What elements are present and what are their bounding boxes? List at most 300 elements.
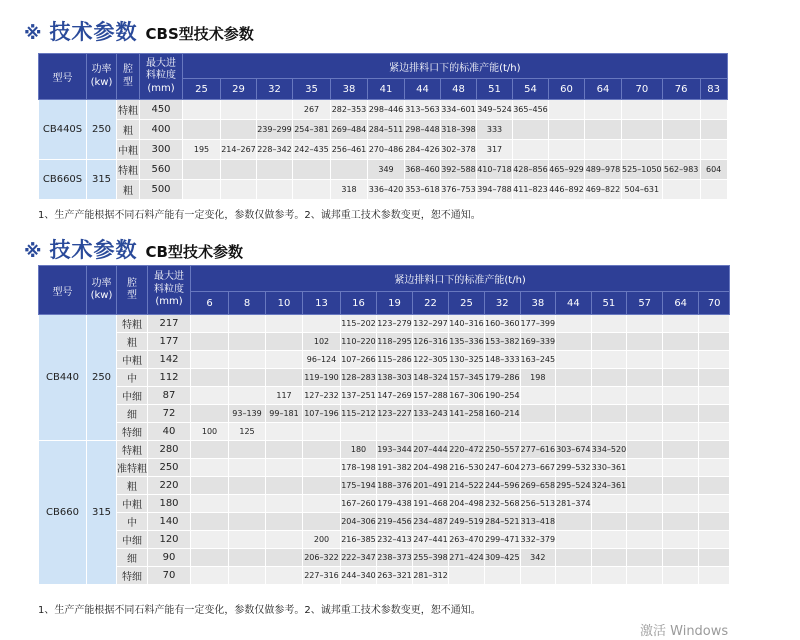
table-row bbox=[39, 315, 730, 333]
cbs-heading bbox=[24, 16, 254, 46]
cbs-footnote: 1、生产产能根据不同石料产能有一定变化，参数仅做参考。2、诚邦重工技术参数变更，恕不通知。 bbox=[38, 210, 481, 221]
power-cell: 250 bbox=[87, 315, 117, 441]
capacity-cell: 239–299 bbox=[257, 120, 293, 140]
cavity-cell: 中粗 bbox=[117, 351, 148, 369]
capacity-cell: 232–413 bbox=[377, 531, 413, 549]
capacity-cell bbox=[627, 333, 663, 351]
capacity-cell: 489–978 bbox=[585, 160, 622, 180]
col-power: 功率 (kw) bbox=[87, 54, 117, 100]
capacity-cell bbox=[663, 549, 699, 567]
capacity-cell: 270–486 bbox=[368, 140, 405, 160]
cavity-cell: 中粗 bbox=[117, 140, 140, 160]
capacity-cell: 141–258 bbox=[449, 405, 485, 423]
capacity-cell bbox=[663, 459, 699, 477]
capacity-cell bbox=[627, 423, 663, 441]
capacity-cell: 318–398 bbox=[441, 120, 477, 140]
cavity-cell: 特粗 bbox=[117, 100, 140, 120]
capacity-cell bbox=[221, 120, 257, 140]
capacity-cell bbox=[266, 441, 303, 459]
capacity-cell bbox=[662, 100, 700, 120]
feed-size-cell: 142 bbox=[148, 351, 191, 369]
capacity-cell bbox=[303, 513, 341, 531]
cavity-cell: 中 bbox=[117, 369, 148, 387]
capacity-cell bbox=[591, 567, 627, 585]
table-row bbox=[39, 180, 728, 200]
table-row bbox=[39, 549, 730, 567]
capacity-cell bbox=[627, 567, 663, 585]
capacity-cell bbox=[191, 441, 229, 459]
capacity-cell bbox=[266, 567, 303, 585]
capacity-cell bbox=[257, 100, 293, 120]
capacity-cell: 160–360 bbox=[485, 315, 521, 333]
capacity-cell bbox=[221, 100, 257, 120]
capacity-cell: 334–601 bbox=[441, 100, 477, 120]
css-header: 54 bbox=[513, 79, 549, 100]
capacity-cell: 179–286 bbox=[485, 369, 521, 387]
model-cell: CB660 bbox=[39, 441, 87, 585]
col-cavity: 腔 型 bbox=[117, 266, 148, 315]
capacity-cell: 107–266 bbox=[341, 351, 377, 369]
capacity-cell: 137–251 bbox=[341, 387, 377, 405]
capacity-cell bbox=[513, 140, 549, 160]
capacity-cell: 132–297 bbox=[413, 315, 449, 333]
capacity-cell: 214–522 bbox=[449, 477, 485, 495]
capacity-cell bbox=[585, 120, 622, 140]
table-row bbox=[39, 423, 730, 441]
capacity-cell bbox=[191, 315, 229, 333]
capacity-cell bbox=[591, 351, 627, 369]
capacity-cell: 195 bbox=[183, 140, 221, 160]
capacity-cell: 428–856 bbox=[513, 160, 549, 180]
feed-size-cell: 40 bbox=[148, 423, 191, 441]
cavity-cell: 粗 bbox=[117, 180, 140, 200]
css-header: 16 bbox=[341, 292, 377, 315]
feed-size-cell: 112 bbox=[148, 369, 191, 387]
table-row bbox=[39, 120, 728, 140]
capacity-cell bbox=[556, 423, 592, 441]
css-header: 8 bbox=[229, 292, 266, 315]
cbs-spec-table bbox=[38, 53, 728, 200]
feed-size-cell: 177 bbox=[148, 333, 191, 351]
capacity-cell bbox=[591, 513, 627, 531]
capacity-cell bbox=[229, 513, 266, 531]
capacity-cell: 342 bbox=[520, 549, 556, 567]
table-row bbox=[39, 531, 730, 549]
capacity-cell bbox=[627, 531, 663, 549]
feed-size-cell: 560 bbox=[140, 160, 183, 180]
capacity-cell: 313–563 bbox=[405, 100, 441, 120]
css-header: 32 bbox=[257, 79, 293, 100]
capacity-cell: 204–498 bbox=[413, 459, 449, 477]
capacity-cell bbox=[627, 387, 663, 405]
capacity-cell: 130–325 bbox=[449, 351, 485, 369]
css-header: 13 bbox=[303, 292, 341, 315]
feed-size-cell: 140 bbox=[148, 513, 191, 531]
css-header: 51 bbox=[591, 292, 627, 315]
capacity-cell bbox=[591, 549, 627, 567]
capacity-cell: 200 bbox=[303, 531, 341, 549]
capacity-cell: 123–279 bbox=[377, 315, 413, 333]
capacity-cell bbox=[221, 160, 257, 180]
capacity-cell bbox=[699, 351, 730, 369]
cavity-cell: 中细 bbox=[117, 531, 148, 549]
capacity-cell bbox=[622, 120, 663, 140]
capacity-cell bbox=[191, 477, 229, 495]
cb-heading bbox=[24, 234, 243, 264]
capacity-cell bbox=[303, 495, 341, 513]
css-header: 10 bbox=[266, 292, 303, 315]
table-row bbox=[39, 441, 730, 459]
capacity-cell: 255–398 bbox=[413, 549, 449, 567]
capacity-cell bbox=[303, 459, 341, 477]
cavity-cell: 中细 bbox=[117, 387, 148, 405]
capacity-cell bbox=[663, 405, 699, 423]
feed-size-cell: 300 bbox=[140, 140, 183, 160]
capacity-cell: 193–344 bbox=[377, 441, 413, 459]
capacity-cell bbox=[229, 531, 266, 549]
cb-spec-table bbox=[38, 265, 730, 585]
capacity-cell: 148–333 bbox=[485, 351, 521, 369]
capacity-cell: 127–232 bbox=[303, 387, 341, 405]
capacity-cell bbox=[191, 513, 229, 531]
capacity-cell: 175–194 bbox=[341, 477, 377, 495]
capacity-cell: 298–448 bbox=[405, 120, 441, 140]
table-row bbox=[39, 140, 728, 160]
capacity-cell bbox=[266, 333, 303, 351]
capacity-cell: 100 bbox=[191, 423, 229, 441]
capacity-cell: 148–324 bbox=[413, 369, 449, 387]
capacity-cell bbox=[699, 405, 730, 423]
capacity-cell bbox=[663, 369, 699, 387]
capacity-cell: 284–511 bbox=[368, 120, 405, 140]
capacity-cell: 123–227 bbox=[377, 405, 413, 423]
capacity-cell: 302–378 bbox=[441, 140, 477, 160]
capacity-cell bbox=[266, 495, 303, 513]
cavity-cell: 特粗 bbox=[117, 315, 148, 333]
feed-size-cell: 72 bbox=[148, 405, 191, 423]
css-header: 41 bbox=[368, 79, 405, 100]
capacity-cell bbox=[257, 180, 293, 200]
table-row bbox=[39, 160, 728, 180]
capacity-cell bbox=[191, 567, 229, 585]
capacity-cell: 411–823 bbox=[513, 180, 549, 200]
capacity-cell bbox=[699, 369, 730, 387]
capacity-cell bbox=[627, 351, 663, 369]
feed-size-cell: 120 bbox=[148, 531, 191, 549]
capacity-cell bbox=[699, 549, 730, 567]
capacity-cell: 220–472 bbox=[449, 441, 485, 459]
capacity-cell: 214–267 bbox=[221, 140, 257, 160]
capacity-cell: 163–245 bbox=[520, 351, 556, 369]
css-header: 25 bbox=[183, 79, 221, 100]
capacity-cell: 334–520 bbox=[591, 441, 627, 459]
capacity-cell bbox=[700, 120, 727, 140]
capacity-cell: 263–470 bbox=[449, 531, 485, 549]
capacity-cell bbox=[229, 495, 266, 513]
capacity-cell bbox=[229, 333, 266, 351]
capacity-cell: 157–288 bbox=[413, 387, 449, 405]
capacity-cell bbox=[341, 423, 377, 441]
power-cell: 250 bbox=[87, 100, 117, 160]
capacity-cell: 198 bbox=[520, 369, 556, 387]
capacity-cell bbox=[303, 477, 341, 495]
capacity-cell: 277–616 bbox=[520, 441, 556, 459]
capacity-cell bbox=[556, 333, 592, 351]
capacity-cell: 349–524 bbox=[477, 100, 513, 120]
capacity-cell: 333 bbox=[477, 120, 513, 140]
capacity-cell bbox=[449, 567, 485, 585]
capacity-cell: 254–381 bbox=[293, 120, 331, 140]
css-header: 57 bbox=[627, 292, 663, 315]
capacity-cell bbox=[591, 315, 627, 333]
capacity-cell bbox=[266, 531, 303, 549]
capacity-cell bbox=[699, 495, 730, 513]
capacity-cell bbox=[183, 160, 221, 180]
capacity-cell: 313–418 bbox=[520, 513, 556, 531]
capacity-cell bbox=[663, 567, 699, 585]
capacity-cell bbox=[699, 513, 730, 531]
capacity-cell bbox=[585, 140, 622, 160]
capacity-cell bbox=[585, 100, 622, 120]
capacity-cell bbox=[556, 351, 592, 369]
capacity-cell bbox=[513, 120, 549, 140]
capacity-cell bbox=[549, 100, 585, 120]
capacity-cell bbox=[485, 567, 521, 585]
css-header: 48 bbox=[441, 79, 477, 100]
capacity-cell bbox=[700, 140, 727, 160]
capacity-cell: 410–718 bbox=[477, 160, 513, 180]
col-cavity: 腔 型 bbox=[117, 54, 140, 100]
capacity-cell bbox=[627, 549, 663, 567]
capacity-cell: 525–1050 bbox=[622, 160, 663, 180]
col-model: 型号 bbox=[39, 54, 87, 100]
capacity-cell bbox=[663, 333, 699, 351]
capacity-cell: 309–425 bbox=[485, 549, 521, 567]
capacity-cell: 465–929 bbox=[549, 160, 585, 180]
css-header: 51 bbox=[477, 79, 513, 100]
capacity-cell: 244–340 bbox=[341, 567, 377, 585]
capacity-cell bbox=[699, 531, 730, 549]
capacity-cell: 368–460 bbox=[405, 160, 441, 180]
capacity-cell: 204–306 bbox=[341, 513, 377, 531]
capacity-cell bbox=[266, 351, 303, 369]
capacity-cell bbox=[700, 180, 727, 200]
capacity-cell: 191–382 bbox=[377, 459, 413, 477]
capacity-cell bbox=[266, 315, 303, 333]
capacity-cell: 336–420 bbox=[368, 180, 405, 200]
table-row bbox=[39, 369, 730, 387]
capacity-cell bbox=[331, 160, 368, 180]
capacity-cell bbox=[520, 405, 556, 423]
capacity-cell: 234–487 bbox=[413, 513, 449, 531]
capacity-cell: 167–260 bbox=[341, 495, 377, 513]
feed-size-cell: 500 bbox=[140, 180, 183, 200]
cavity-cell: 中 bbox=[117, 513, 148, 531]
capacity-cell bbox=[663, 477, 699, 495]
cavity-cell: 特粗 bbox=[117, 160, 140, 180]
capacity-cell: 216–385 bbox=[341, 531, 377, 549]
capacity-cell: 232–568 bbox=[485, 495, 521, 513]
capacity-cell bbox=[191, 495, 229, 513]
table-row bbox=[39, 459, 730, 477]
cavity-cell: 细 bbox=[117, 405, 148, 423]
table-row bbox=[39, 477, 730, 495]
capacity-cell: 219–456 bbox=[377, 513, 413, 531]
capacity-cell bbox=[556, 531, 592, 549]
capacity-cell: 96–124 bbox=[303, 351, 341, 369]
capacity-cell: 178–198 bbox=[341, 459, 377, 477]
capacity-cell: 201–491 bbox=[413, 477, 449, 495]
capacity-cell bbox=[229, 549, 266, 567]
feed-size-cell: 217 bbox=[148, 315, 191, 333]
capacity-cell bbox=[293, 160, 331, 180]
capacity-cell: 135–336 bbox=[449, 333, 485, 351]
capacity-cell: 269–658 bbox=[520, 477, 556, 495]
capacity-cell: 107–196 bbox=[303, 405, 341, 423]
capacity-cell: 216–530 bbox=[449, 459, 485, 477]
capacity-cell bbox=[663, 315, 699, 333]
cavity-cell: 粗 bbox=[117, 477, 148, 495]
cavity-cell: 特细 bbox=[117, 423, 148, 441]
capacity-cell bbox=[663, 351, 699, 369]
capacity-cell bbox=[229, 459, 266, 477]
css-header: 25 bbox=[449, 292, 485, 315]
capacity-cell bbox=[549, 140, 585, 160]
capacity-cell: 365–456 bbox=[513, 100, 549, 120]
capacity-cell bbox=[377, 423, 413, 441]
capacity-cell bbox=[591, 531, 627, 549]
css-header: 6 bbox=[191, 292, 229, 315]
capacity-cell bbox=[627, 477, 663, 495]
capacity-cell bbox=[191, 405, 229, 423]
capacity-cell bbox=[556, 549, 592, 567]
capacity-cell bbox=[191, 531, 229, 549]
capacity-cell: 271–424 bbox=[449, 549, 485, 567]
capacity-cell bbox=[556, 387, 592, 405]
capacity-cell bbox=[266, 513, 303, 531]
capacity-cell: 177–399 bbox=[520, 315, 556, 333]
capacity-cell bbox=[549, 120, 585, 140]
capacity-cell bbox=[191, 549, 229, 567]
capacity-cell: 110–220 bbox=[341, 333, 377, 351]
capacity-cell bbox=[556, 315, 592, 333]
capacity-cell bbox=[556, 405, 592, 423]
capacity-cell: 238–373 bbox=[377, 549, 413, 567]
capacity-cell: 227–316 bbox=[303, 567, 341, 585]
css-header: 76 bbox=[662, 79, 700, 100]
capacity-cell: 99–181 bbox=[266, 405, 303, 423]
capacity-cell bbox=[663, 441, 699, 459]
capacity-cell bbox=[303, 423, 341, 441]
capacity-cell bbox=[485, 423, 521, 441]
capacity-cell bbox=[293, 180, 331, 200]
capacity-cell bbox=[520, 423, 556, 441]
cavity-cell: 细 bbox=[117, 549, 148, 567]
css-header: 44 bbox=[405, 79, 441, 100]
capacity-cell bbox=[662, 120, 700, 140]
capacity-cell: 126–316 bbox=[413, 333, 449, 351]
capacity-cell bbox=[229, 477, 266, 495]
capacity-cell: 267 bbox=[293, 100, 331, 120]
col-capacity: 紧边排料口下的标准产能(t/h) bbox=[183, 54, 728, 79]
cavity-cell: 特细 bbox=[117, 567, 148, 585]
capacity-cell bbox=[627, 513, 663, 531]
capacity-cell: 392–588 bbox=[441, 160, 477, 180]
power-cell: 315 bbox=[87, 160, 117, 200]
capacity-cell: 244–596 bbox=[485, 477, 521, 495]
css-header: 64 bbox=[663, 292, 699, 315]
capacity-cell bbox=[591, 423, 627, 441]
capacity-cell bbox=[191, 387, 229, 405]
table-row bbox=[39, 405, 730, 423]
capacity-cell: 353–618 bbox=[405, 180, 441, 200]
capacity-cell bbox=[266, 549, 303, 567]
capacity-cell: 207–444 bbox=[413, 441, 449, 459]
table-row bbox=[39, 100, 728, 120]
capacity-cell bbox=[591, 387, 627, 405]
capacity-cell bbox=[591, 405, 627, 423]
capacity-cell: 303–674 bbox=[556, 441, 592, 459]
power-cell: 315 bbox=[87, 441, 117, 585]
capacity-cell bbox=[449, 423, 485, 441]
capacity-cell: 191–468 bbox=[413, 495, 449, 513]
capacity-cell bbox=[699, 567, 730, 585]
capacity-cell: 281–312 bbox=[413, 567, 449, 585]
capacity-cell: 133–243 bbox=[413, 405, 449, 423]
capacity-cell: 256–461 bbox=[331, 140, 368, 160]
cavity-cell: 特粗 bbox=[117, 441, 148, 459]
capacity-cell: 394–788 bbox=[477, 180, 513, 200]
capacity-cell bbox=[229, 567, 266, 585]
capacity-cell bbox=[699, 315, 730, 333]
capacity-cell: 317 bbox=[477, 140, 513, 160]
capacity-cell: 179–438 bbox=[377, 495, 413, 513]
capacity-cell: 247–441 bbox=[413, 531, 449, 549]
capacity-cell bbox=[520, 567, 556, 585]
capacity-cell: 147–269 bbox=[377, 387, 413, 405]
capacity-cell bbox=[221, 180, 257, 200]
capacity-cell bbox=[663, 531, 699, 549]
capacity-cell: 125 bbox=[229, 423, 266, 441]
col-feed: 最大进 料粒度 (mm) bbox=[148, 266, 191, 315]
capacity-cell bbox=[662, 180, 700, 200]
css-header: 60 bbox=[549, 79, 585, 100]
cavity-cell: 粗 bbox=[117, 120, 140, 140]
capacity-cell: 504–631 bbox=[622, 180, 663, 200]
capacity-cell: 128–283 bbox=[341, 369, 377, 387]
capacity-cell: 562–983 bbox=[662, 160, 700, 180]
capacity-cell bbox=[266, 459, 303, 477]
capacity-cell: 281–374 bbox=[556, 495, 592, 513]
capacity-cell bbox=[591, 495, 627, 513]
cb-footnote: 1、生产产能根据不同石料产能有一定变化，参数仅做参考。2、诚邦重工技术参数变更，恕不通知。 bbox=[38, 605, 481, 616]
capacity-cell: 122–305 bbox=[413, 351, 449, 369]
css-header: 32 bbox=[485, 292, 521, 315]
capacity-cell: 284–521 bbox=[485, 513, 521, 531]
capacity-cell: 117 bbox=[266, 387, 303, 405]
css-header: 29 bbox=[221, 79, 257, 100]
capacity-cell bbox=[266, 423, 303, 441]
capacity-cell bbox=[627, 495, 663, 513]
capacity-cell bbox=[627, 405, 663, 423]
capacity-cell bbox=[183, 100, 221, 120]
capacity-cell: 153–382 bbox=[485, 333, 521, 351]
feed-size-cell: 87 bbox=[148, 387, 191, 405]
capacity-cell bbox=[591, 369, 627, 387]
capacity-cell: 190–254 bbox=[485, 387, 521, 405]
capacity-cell: 102 bbox=[303, 333, 341, 351]
capacity-cell: 228–342 bbox=[257, 140, 293, 160]
